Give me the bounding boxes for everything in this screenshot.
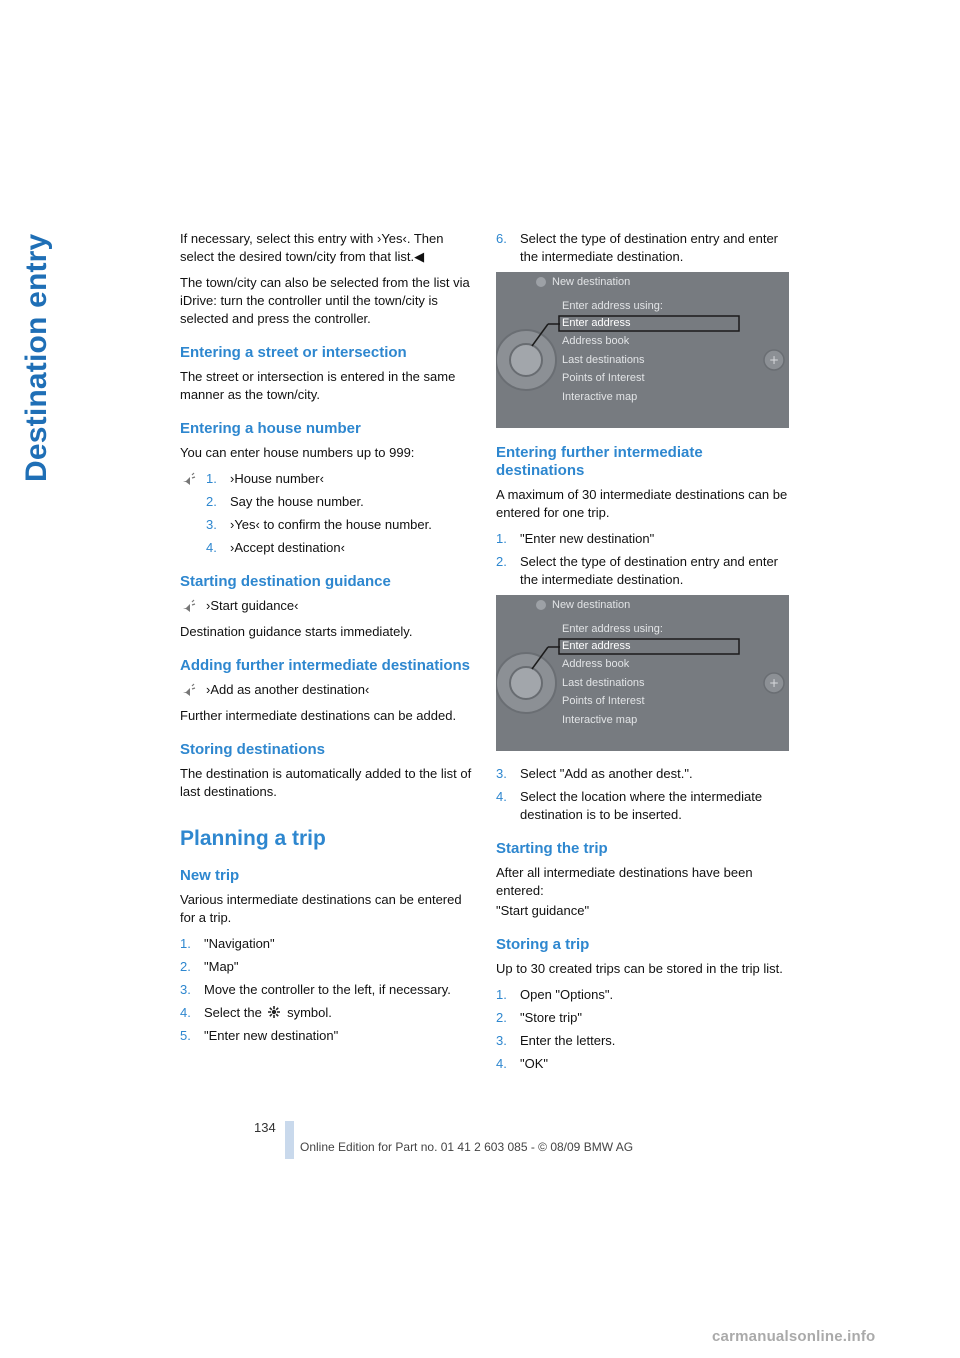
screen-item: Points of Interest [562,372,645,384]
voice-command-icon [182,683,196,697]
svg-text:+: + [768,353,780,367]
voice-command-icon [182,599,196,613]
step-number: 2. [206,494,217,509]
house-voice-block [180,470,475,557]
side-title-text: Destination entry [20,233,53,482]
step-number: 3. [180,982,191,997]
step-text: "Navigation" [204,936,275,951]
step-number: 1. [180,936,191,951]
step-number: 3. [206,517,217,532]
screen-item: Last destinations [562,354,645,366]
newtrip-text: Various intermediate destinations can be entered for a trip. [180,892,462,925]
list-item [180,958,475,976]
start-text-line: After all intermediate destinations have been entered: [496,865,753,898]
list-item [496,553,791,589]
step-number: 1. [496,987,507,1002]
adding-heading: Adding further intermediate destinations [180,657,471,674]
list-item [496,1032,791,1050]
guidance-command: ›Start guidance‹ [206,598,299,613]
idrive-screen-1 [496,272,789,428]
idrive-screen-2 [496,595,789,751]
step-number: 1. [496,531,507,546]
step-text: Select the type of destination entry and enter the intermediate destination. [520,554,779,587]
store-steps [496,986,791,1073]
svg-text:+: + [768,676,780,690]
step-text: Say the house number. [230,494,364,509]
list-item [206,470,475,488]
screen-illustration [496,272,789,428]
footer-accent-bar [285,1121,294,1159]
store-heading: Storing a trip [496,936,590,953]
screen-title: New destination [552,599,631,611]
step-text: Select the type of destination entry and enter the intermediate destination. [520,231,779,264]
street-heading: Entering a street or intersection [180,344,407,361]
screen-item-selected: Enter address [562,640,631,652]
start-text [496,864,791,900]
list-item [496,788,791,824]
list-item [180,981,475,999]
step-text: "Store trip" [520,1010,582,1025]
screen-illustration [496,595,789,751]
guidance-text: Destination guidance starts immediately. [180,624,413,639]
step6-list [496,230,791,266]
intro-paragraph-2: The town/city can also be selected from the list via iDrive: turn the controller until the town/city is selected and press the controller. [180,275,470,326]
screen-item: Points of Interest [562,695,645,707]
screen-item-label: Enter address using: [562,300,663,312]
screen-item-label: Enter address using: [562,623,663,635]
step-text: symbol. [287,1005,332,1020]
step-text: "OK" [520,1056,549,1071]
step-text: Enter the letters. [520,1033,616,1048]
right-column [496,230,791,1079]
further-steps [496,530,791,589]
start-heading: Starting the trip [496,840,608,857]
house-text: You can enter house numbers up to 999: [180,445,415,460]
step-number: 2. [496,1010,507,1025]
start-command: "Start guidance" [496,903,590,918]
screen-item-selected: Enter address [562,317,631,329]
list-item [206,516,475,534]
guidance-heading: Starting destination guidance [180,573,391,590]
adding-voice-block [180,681,475,699]
step-number: 4. [180,1005,191,1020]
step-text: Open "Options". [520,987,614,1002]
settings-symbol-icon [267,1005,281,1019]
list-item [180,935,475,953]
adding-command: ›Add as another destination‹ [206,682,370,697]
voice-command-icon [182,472,196,486]
step-number: 3. [496,766,507,781]
watermark: carmanualsonline.info [712,1328,876,1345]
further-heading: Entering further intermediate destinations [496,444,703,479]
step-number: 4. [206,540,217,555]
step-number: 2. [180,959,191,974]
intro-paragraph-1: If necessary, select this entry with ›Yes‹. Then select the desired town/city from that list.◀ [180,231,444,264]
screen-item: Address book [562,658,630,670]
storing-heading: Storing destinations [180,741,326,758]
list-item [496,1009,791,1027]
newtrip-heading: New trip [180,867,240,884]
step-number: 4. [496,1056,507,1071]
step-text: Move the controller to the left, if necessary. [204,982,451,997]
screen-item: Interactive map [562,391,638,403]
list-item [496,1055,791,1073]
planning-heading: Planning a trip [180,827,326,850]
step-number: 6. [496,231,507,246]
screen-item: Last destinations [562,677,645,689]
guidance-voice-block [180,597,475,615]
step-text: ›Yes‹ to confirm the house number. [230,517,432,532]
left-column [180,230,475,1051]
street-text: The street or intersection is entered in the same manner as the town/city. [180,369,456,402]
step-text: ›Accept destination‹ [230,540,345,555]
step-number: 1. [206,471,217,486]
adding-text: Further intermediate destinations can be added. [180,708,457,723]
list-item [180,1004,475,1022]
list-item [496,230,791,266]
step-number: 3. [496,1033,507,1048]
store-text: Up to 30 created trips can be stored in the trip list. [496,961,783,976]
list-item [496,765,791,783]
house-heading: Entering a house number [180,420,361,437]
step-text: Select the location where the intermediate destination is to be inserted. [520,789,763,822]
step-text: "Map" [204,959,239,974]
step-number: 4. [496,789,507,804]
house-steps [206,470,475,557]
storing-text: The destination is automatically added to the list of last destinations. [180,766,472,799]
further-text: A maximum of 30 intermediate destinations can be entered for one trip. [496,487,788,520]
side-section-title [20,232,158,732]
list-item [206,493,475,511]
page-number: 134 [254,1120,276,1135]
list-item [206,539,475,557]
step-text: Select the [204,1005,262,1020]
screen-title: New destination [552,276,631,288]
screen-item: Address book [562,335,630,347]
step-text: "Enter new destination" [520,531,655,546]
step-number: 5. [180,1028,191,1043]
list-item [496,986,791,1004]
further-steps-continued [496,765,791,824]
newtrip-steps [180,935,475,1045]
step-text: ›House number‹ [230,471,324,486]
step-number: 2. [496,554,507,569]
edition-note: Online Edition for Part no. 01 41 2 603 085 - © 08/09 BMW AG [300,1140,634,1154]
list-item [496,530,791,548]
step-text: Select "Add as another dest.". [520,766,693,781]
screen-item: Interactive map [562,714,638,726]
step-text: "Enter new destination" [204,1028,339,1043]
list-item [180,1027,475,1045]
